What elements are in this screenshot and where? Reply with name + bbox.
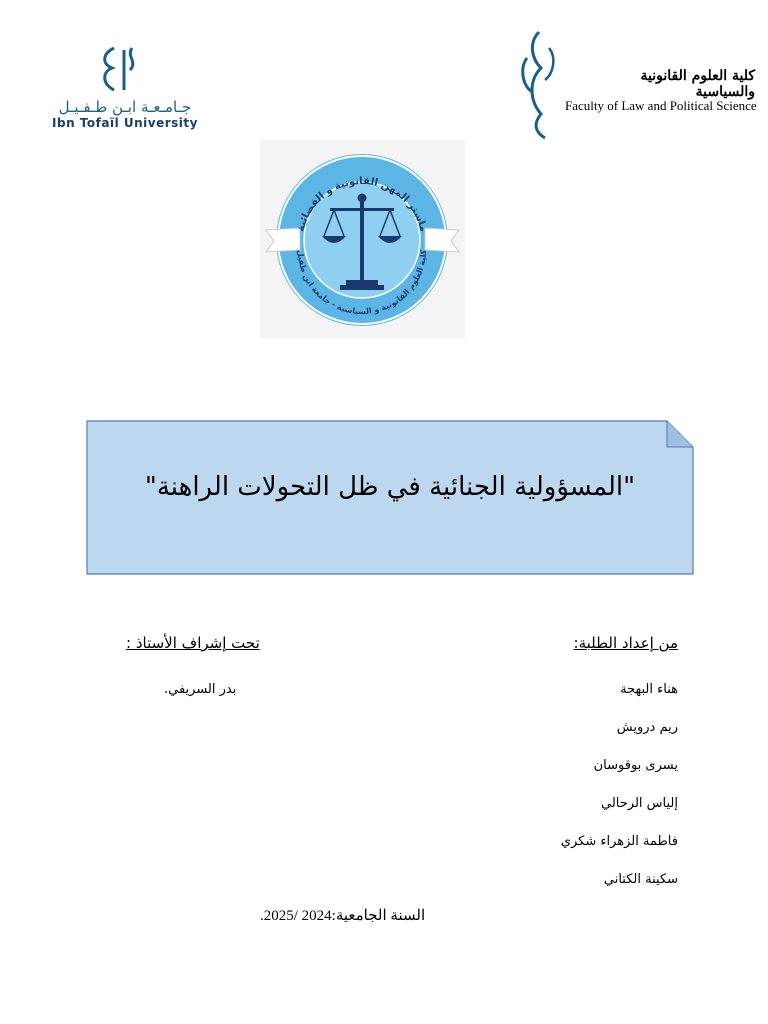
ibn-tofail-emblem-icon xyxy=(92,44,152,96)
student-name: سكينة الكتاني xyxy=(603,872,678,887)
document-title: "المسؤولية الجنائية في ظل التحولات الراهنة" xyxy=(144,472,636,502)
faculty-name-english: Faculty of Law and Political Science xyxy=(565,98,757,113)
master-program-seal xyxy=(260,140,465,338)
student-name: هناء البهجة xyxy=(620,682,678,697)
professor-name: بدر السريفي. xyxy=(164,682,237,697)
academic-year: السنة الجامعية:2024 /2025. xyxy=(260,908,426,924)
student-name: يسرى بوقوسان xyxy=(593,758,678,773)
seal-bottom-text: كلية العلوم القانونية و السياسية - جامعة ابن طفيل xyxy=(295,249,429,317)
student-name: ريم درويش xyxy=(616,720,678,735)
student-name: إلياس الرحالي xyxy=(601,796,678,811)
faculty-emblem-icon xyxy=(515,28,563,140)
prepared-by-heading: من إعداد الطلبة: xyxy=(573,634,678,652)
university-name-arabic: جـامـعـة ابـن طـفـيـل xyxy=(58,98,192,116)
seal-top-text: ماستر المهن القانونية و القضائية xyxy=(295,175,429,233)
student-name: فاطمة الزهراء شكري xyxy=(560,834,678,849)
ibn-tofail-university-logo xyxy=(40,40,220,140)
university-name-english: Ibn Tofaïl University xyxy=(52,116,198,130)
faculty-name-arabic: كلية العلوم القانونية والسياسية xyxy=(640,68,755,100)
supervision-heading: تحت إشراف الأستاذ : xyxy=(126,634,260,652)
faculty-logo xyxy=(515,28,760,143)
